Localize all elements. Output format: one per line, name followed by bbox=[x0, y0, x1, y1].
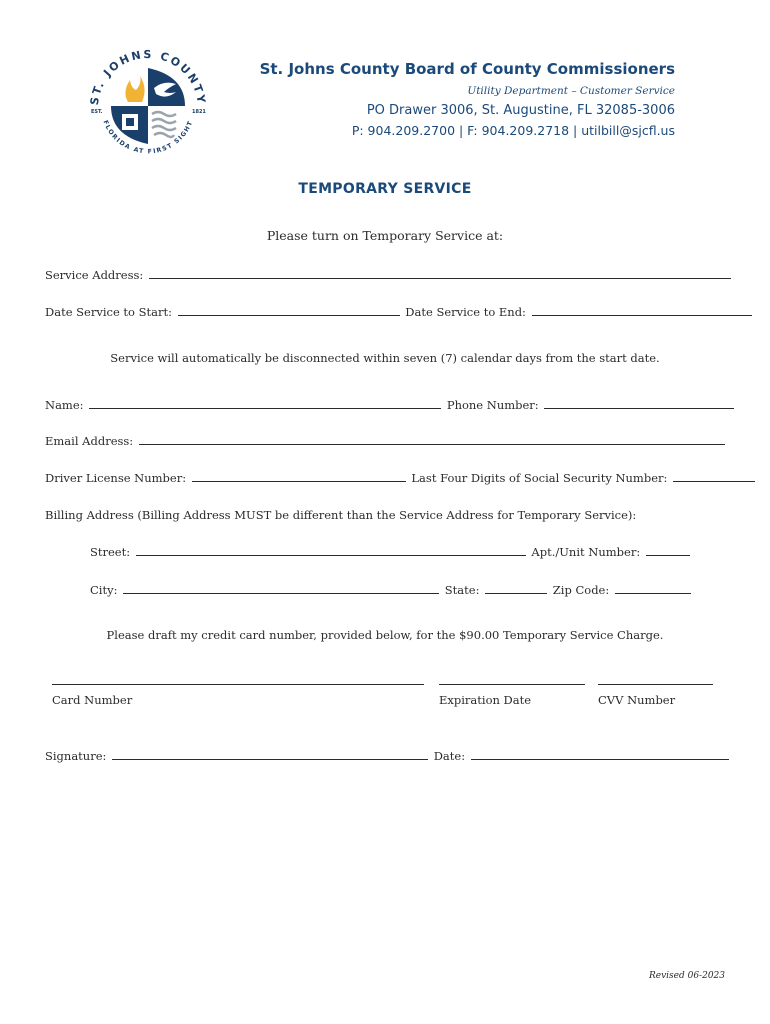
signature-field[interactable] bbox=[112, 758, 428, 760]
city-field[interactable] bbox=[123, 592, 439, 594]
date-start-label: Date Service to Start: bbox=[45, 305, 172, 319]
seal-graphic bbox=[84, 44, 212, 162]
city-row bbox=[90, 583, 693, 597]
expiration-field[interactable] bbox=[439, 684, 585, 685]
county-seal bbox=[84, 44, 212, 162]
name-phone-row bbox=[45, 398, 736, 412]
apt-field[interactable] bbox=[646, 554, 690, 556]
street-row bbox=[90, 545, 692, 559]
mailing-address: PO Drawer 3006, St. Augustine, FL 32085-3006 bbox=[366, 103, 675, 118]
billing-address-label: Billing Address (Billing Address MUST be different than the Service Address for Temporary Service): bbox=[45, 508, 637, 522]
date-label: Date: bbox=[433, 749, 466, 763]
service-address-field[interactable] bbox=[149, 277, 731, 279]
disconnect-note: Service will automatically be disconnected within seven (7) calendar days from the start date. bbox=[110, 351, 660, 365]
license-field[interactable] bbox=[192, 480, 406, 482]
seal-est-label: EST. bbox=[91, 109, 103, 115]
form-title: TEMPORARY SERVICE bbox=[298, 181, 472, 197]
seal-top-text: ST. JOHNS COUNTY bbox=[87, 47, 209, 106]
date-end-field[interactable] bbox=[532, 314, 752, 316]
name-label: Name: bbox=[45, 398, 84, 412]
license-ssn-row bbox=[45, 471, 757, 485]
credit-card-note: Please draft my credit card number, provided below, for the $90.00 Temporary Service Charge. bbox=[106, 628, 664, 642]
street-field[interactable] bbox=[136, 554, 526, 556]
email-row bbox=[45, 434, 727, 448]
email-label: Email Address: bbox=[45, 434, 134, 448]
seal-est-year: 1821 bbox=[192, 109, 206, 115]
signature-label: Signature: bbox=[45, 749, 107, 763]
signature-row bbox=[45, 749, 731, 763]
revised-date: Revised 06-2023 bbox=[648, 971, 725, 981]
card-number-field[interactable] bbox=[52, 684, 424, 685]
service-address-row bbox=[45, 268, 733, 282]
street-label: Street: bbox=[90, 545, 131, 559]
service-dates-row bbox=[45, 305, 754, 319]
seal-bottom-text: FLORIDA AT FIRST SIGHT bbox=[101, 119, 195, 156]
zip-field[interactable] bbox=[615, 592, 691, 594]
expiration-label: Expiration Date bbox=[439, 693, 532, 707]
intro-text: Please turn on Temporary Service at: bbox=[266, 228, 504, 243]
cvv-field[interactable] bbox=[598, 684, 713, 685]
phone-label: Phone Number: bbox=[446, 398, 539, 412]
org-name: St. Johns County Board of County Commissioners bbox=[259, 60, 675, 78]
cvv-label: CVV Number bbox=[598, 693, 676, 707]
phone-field[interactable] bbox=[544, 407, 734, 409]
date-start-field[interactable] bbox=[178, 314, 400, 316]
seal-shield-icon bbox=[111, 68, 185, 144]
service-address-label: Service Address: bbox=[45, 268, 144, 282]
ssn-field[interactable] bbox=[673, 480, 755, 482]
date-field[interactable] bbox=[471, 758, 729, 760]
date-end-label: Date Service to End: bbox=[405, 305, 526, 319]
city-label: City: bbox=[90, 583, 118, 597]
card-number-label: Card Number bbox=[52, 693, 133, 707]
state-field[interactable] bbox=[485, 592, 547, 594]
name-field[interactable] bbox=[89, 407, 441, 409]
contact-info: P: 904.209.2700 | F: 904.209.2718 | utilbill@sjcfl.us bbox=[351, 123, 675, 138]
state-label: State: bbox=[444, 583, 480, 597]
ssn-label: Last Four Digits of Social Security Number: bbox=[411, 471, 668, 485]
email-field[interactable] bbox=[139, 443, 725, 445]
department-line: Utility Department – Customer Service bbox=[467, 85, 675, 97]
license-label: Driver License Number: bbox=[45, 471, 187, 485]
apt-label: Apt./Unit Number: bbox=[531, 545, 641, 559]
zip-label: Zip Code: bbox=[552, 583, 610, 597]
